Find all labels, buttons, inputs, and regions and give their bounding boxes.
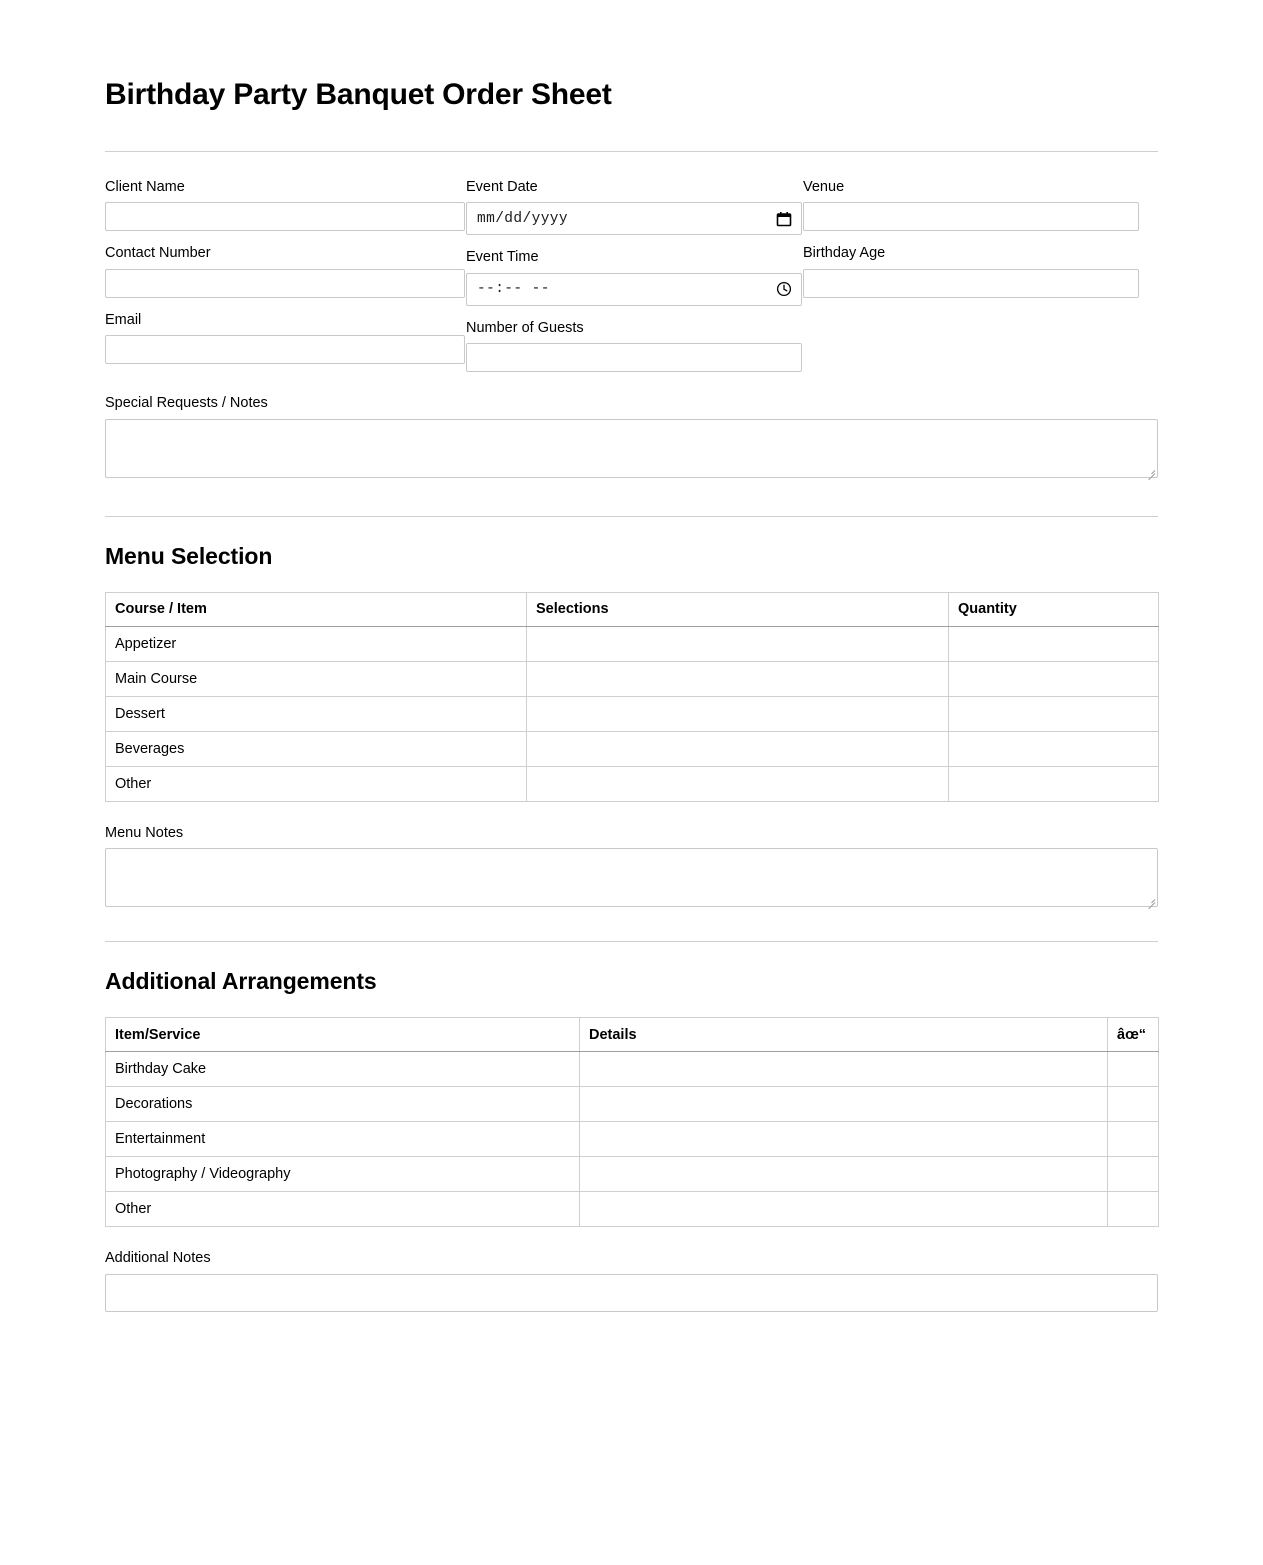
label-email: Email: [105, 311, 142, 328]
field-event-time: [466, 248, 802, 306]
arrangements-section-heading: Additional Arrangements: [105, 968, 377, 995]
field-client-name: [105, 178, 465, 232]
label-venue: Venue: [803, 178, 845, 195]
table-row: [106, 1122, 1159, 1157]
menu-section-divider: [105, 516, 1158, 517]
menu-selections-cell[interactable]: [527, 661, 949, 696]
arrangements-item-cell: Birthday Cake: [106, 1052, 580, 1087]
field-menu-notes: [105, 824, 1158, 908]
label-event-time: Event Time: [466, 249, 539, 266]
page-title: Birthday Party Banquet Order Sheet: [105, 78, 612, 111]
arrangements-item-cell: Other: [106, 1192, 580, 1227]
arrangements-details-cell[interactable]: [580, 1192, 1108, 1227]
menu-quantity-cell[interactable]: [949, 731, 1159, 766]
table-row: [106, 1192, 1159, 1227]
menu-selections-cell[interactable]: [527, 696, 949, 731]
additional-arrangements-table: [105, 1017, 1159, 1227]
menu-quantity-cell[interactable]: [949, 696, 1159, 731]
label-event-date: Event Date: [466, 178, 538, 195]
field-contact-number: [105, 244, 465, 298]
field-birthday-age: [803, 244, 1139, 298]
table-row: [106, 1052, 1159, 1087]
menu-header-selections: Selections: [527, 592, 949, 626]
menu-quantity-cell[interactable]: [949, 626, 1159, 661]
additional-arrangements-section: [105, 968, 1158, 1312]
arrangements-check-cell[interactable]: [1108, 1087, 1159, 1122]
menu-notes-wrap: [105, 848, 1158, 907]
field-number-of-guests: [466, 319, 802, 373]
special-requests-wrap: [105, 419, 1158, 478]
arrangements-header-check: âœ“: [1108, 1018, 1159, 1052]
arrangements-check-cell[interactable]: [1108, 1192, 1159, 1227]
menu-course-cell: Beverages: [106, 731, 527, 766]
arrangements-item-cell: Entertainment: [106, 1122, 580, 1157]
arrangements-check-cell[interactable]: [1108, 1052, 1159, 1087]
label-birthday-age: Birthday Age: [803, 245, 886, 262]
label-additional-notes: Additional Notes: [105, 1250, 211, 1267]
number-of-guests-input[interactable]: [466, 343, 802, 372]
menu-notes-textarea[interactable]: [105, 848, 1158, 907]
field-additional-notes: [105, 1249, 1158, 1312]
arrangements-header-item: Item/Service: [106, 1018, 580, 1052]
menu-selection-section: [105, 543, 1158, 908]
menu-selections-cell[interactable]: [527, 766, 949, 801]
field-email: [105, 311, 465, 365]
client-name-input[interactable]: [105, 202, 465, 231]
table-header-row: [106, 1018, 1159, 1052]
menu-selections-cell[interactable]: [527, 626, 949, 661]
table-row: [106, 626, 1159, 661]
arrangements-item-cell: Decorations: [106, 1087, 580, 1122]
table-row: [106, 731, 1159, 766]
arrangements-header-details: Details: [580, 1018, 1108, 1052]
table-row: [106, 661, 1159, 696]
email-input[interactable]: [105, 335, 465, 364]
arrangements-details-cell[interactable]: [580, 1122, 1108, 1157]
table-header-row: [106, 592, 1159, 626]
menu-selection-table: [105, 592, 1159, 802]
menu-header-course: Course / Item: [106, 592, 527, 626]
contact-number-input[interactable]: [105, 269, 465, 298]
calendar-icon[interactable]: [776, 211, 792, 227]
field-special-requests: [105, 394, 1158, 478]
menu-course-cell: Dessert: [106, 696, 527, 731]
birthday-age-input[interactable]: [803, 269, 1139, 298]
table-row: [106, 1157, 1159, 1192]
form-column-middle: [466, 178, 802, 373]
additional-notes-textarea[interactable]: [105, 1274, 1158, 1312]
event-date-placeholder: mm/dd/yyyy: [477, 210, 569, 227]
arrangements-check-cell[interactable]: [1108, 1157, 1159, 1192]
form-column-left: [105, 178, 465, 373]
menu-quantity-cell[interactable]: [949, 766, 1159, 801]
label-contact-number: Contact Number: [105, 245, 211, 262]
menu-selections-cell[interactable]: [527, 731, 949, 766]
client-details-form: [105, 178, 1158, 373]
menu-course-cell: Main Course: [106, 661, 527, 696]
table-row: [106, 766, 1159, 801]
menu-section-heading: Menu Selection: [105, 542, 273, 569]
arrangements-section-divider: [105, 941, 1158, 942]
table-row: [106, 1087, 1159, 1122]
event-time-placeholder: --:-- --: [477, 281, 550, 298]
label-menu-notes: Menu Notes: [105, 824, 184, 841]
field-venue: [803, 178, 1139, 232]
menu-course-cell: Other: [106, 766, 527, 801]
event-time-input[interactable]: [466, 273, 802, 306]
table-row: [106, 696, 1159, 731]
label-number-of-guests: Number of Guests: [466, 319, 584, 336]
clock-icon[interactable]: [776, 281, 792, 297]
label-client-name: Client Name: [105, 178, 185, 195]
form-column-right: [803, 178, 1139, 373]
arrangements-details-cell[interactable]: [580, 1087, 1108, 1122]
label-special-requests: Special Requests / Notes: [105, 395, 268, 412]
arrangements-item-cell: Photography / Videography: [106, 1157, 580, 1192]
menu-quantity-cell[interactable]: [949, 661, 1159, 696]
special-requests-textarea[interactable]: [105, 419, 1158, 478]
arrangements-details-cell[interactable]: [580, 1052, 1108, 1087]
field-event-date: [466, 178, 802, 236]
additional-notes-wrap: [105, 1274, 1158, 1312]
menu-course-cell: Appetizer: [106, 626, 527, 661]
title-divider: [105, 151, 1158, 152]
arrangements-check-cell[interactable]: [1108, 1122, 1159, 1157]
venue-input[interactable]: [803, 202, 1139, 231]
arrangements-details-cell[interactable]: [580, 1157, 1108, 1192]
menu-header-quantity: Quantity: [949, 592, 1159, 626]
event-date-input[interactable]: [466, 202, 802, 235]
